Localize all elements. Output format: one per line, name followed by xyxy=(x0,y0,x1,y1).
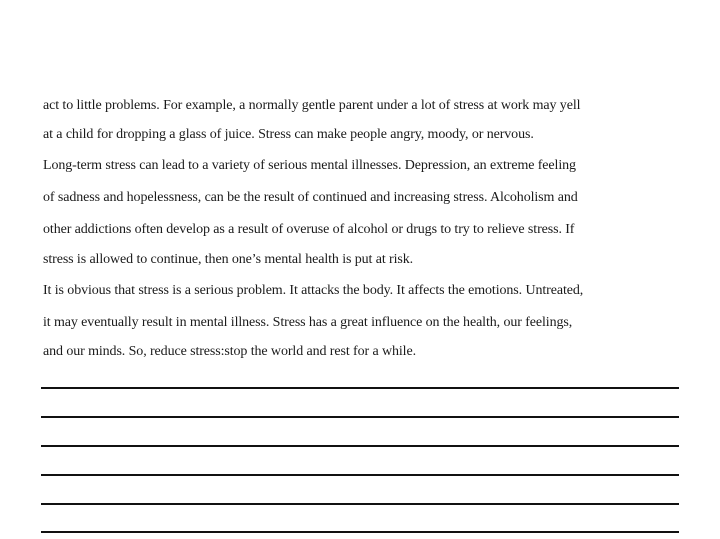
text-line-1: act to little problems. For example, a normally gentle parent under a lot of stress at work may yell xyxy=(43,98,581,113)
writing-line-4 xyxy=(41,474,679,476)
text-line-6: stress is allowed to continue, then one’s mental health is put at risk. xyxy=(43,252,414,267)
writing-line-1 xyxy=(41,387,679,389)
writing-line-2 xyxy=(41,416,679,418)
writing-line-5 xyxy=(41,503,679,505)
text-line-5: other addictions often develop as a result of overuse of alcohol or drugs to try to relieve stress. If xyxy=(43,222,575,237)
writing-line-3 xyxy=(41,445,679,447)
text-line-9: and our minds. So, reduce stress:stop the world and rest for a while. xyxy=(43,344,416,359)
writing-line-6 xyxy=(41,531,679,533)
text-line-4: of sadness and hopelessness, can be the result of continued and increasing stress. Alcoholism and xyxy=(43,190,578,205)
text-line-2: at a child for dropping a glass of juice. Stress can make people angry, moody, or nervous. xyxy=(43,127,534,142)
text-line-7: It is obvious that stress is a serious problem. It attacks the body. It affects the emotions. Untreated, xyxy=(43,283,584,298)
text-line-8: it may eventually result in mental illness. Stress has a great influence on the health, our feelings, xyxy=(43,315,573,330)
text-line-3: Long-term stress can lead to a variety of serious mental illnesses. Depression, an extreme feeling xyxy=(43,158,576,173)
